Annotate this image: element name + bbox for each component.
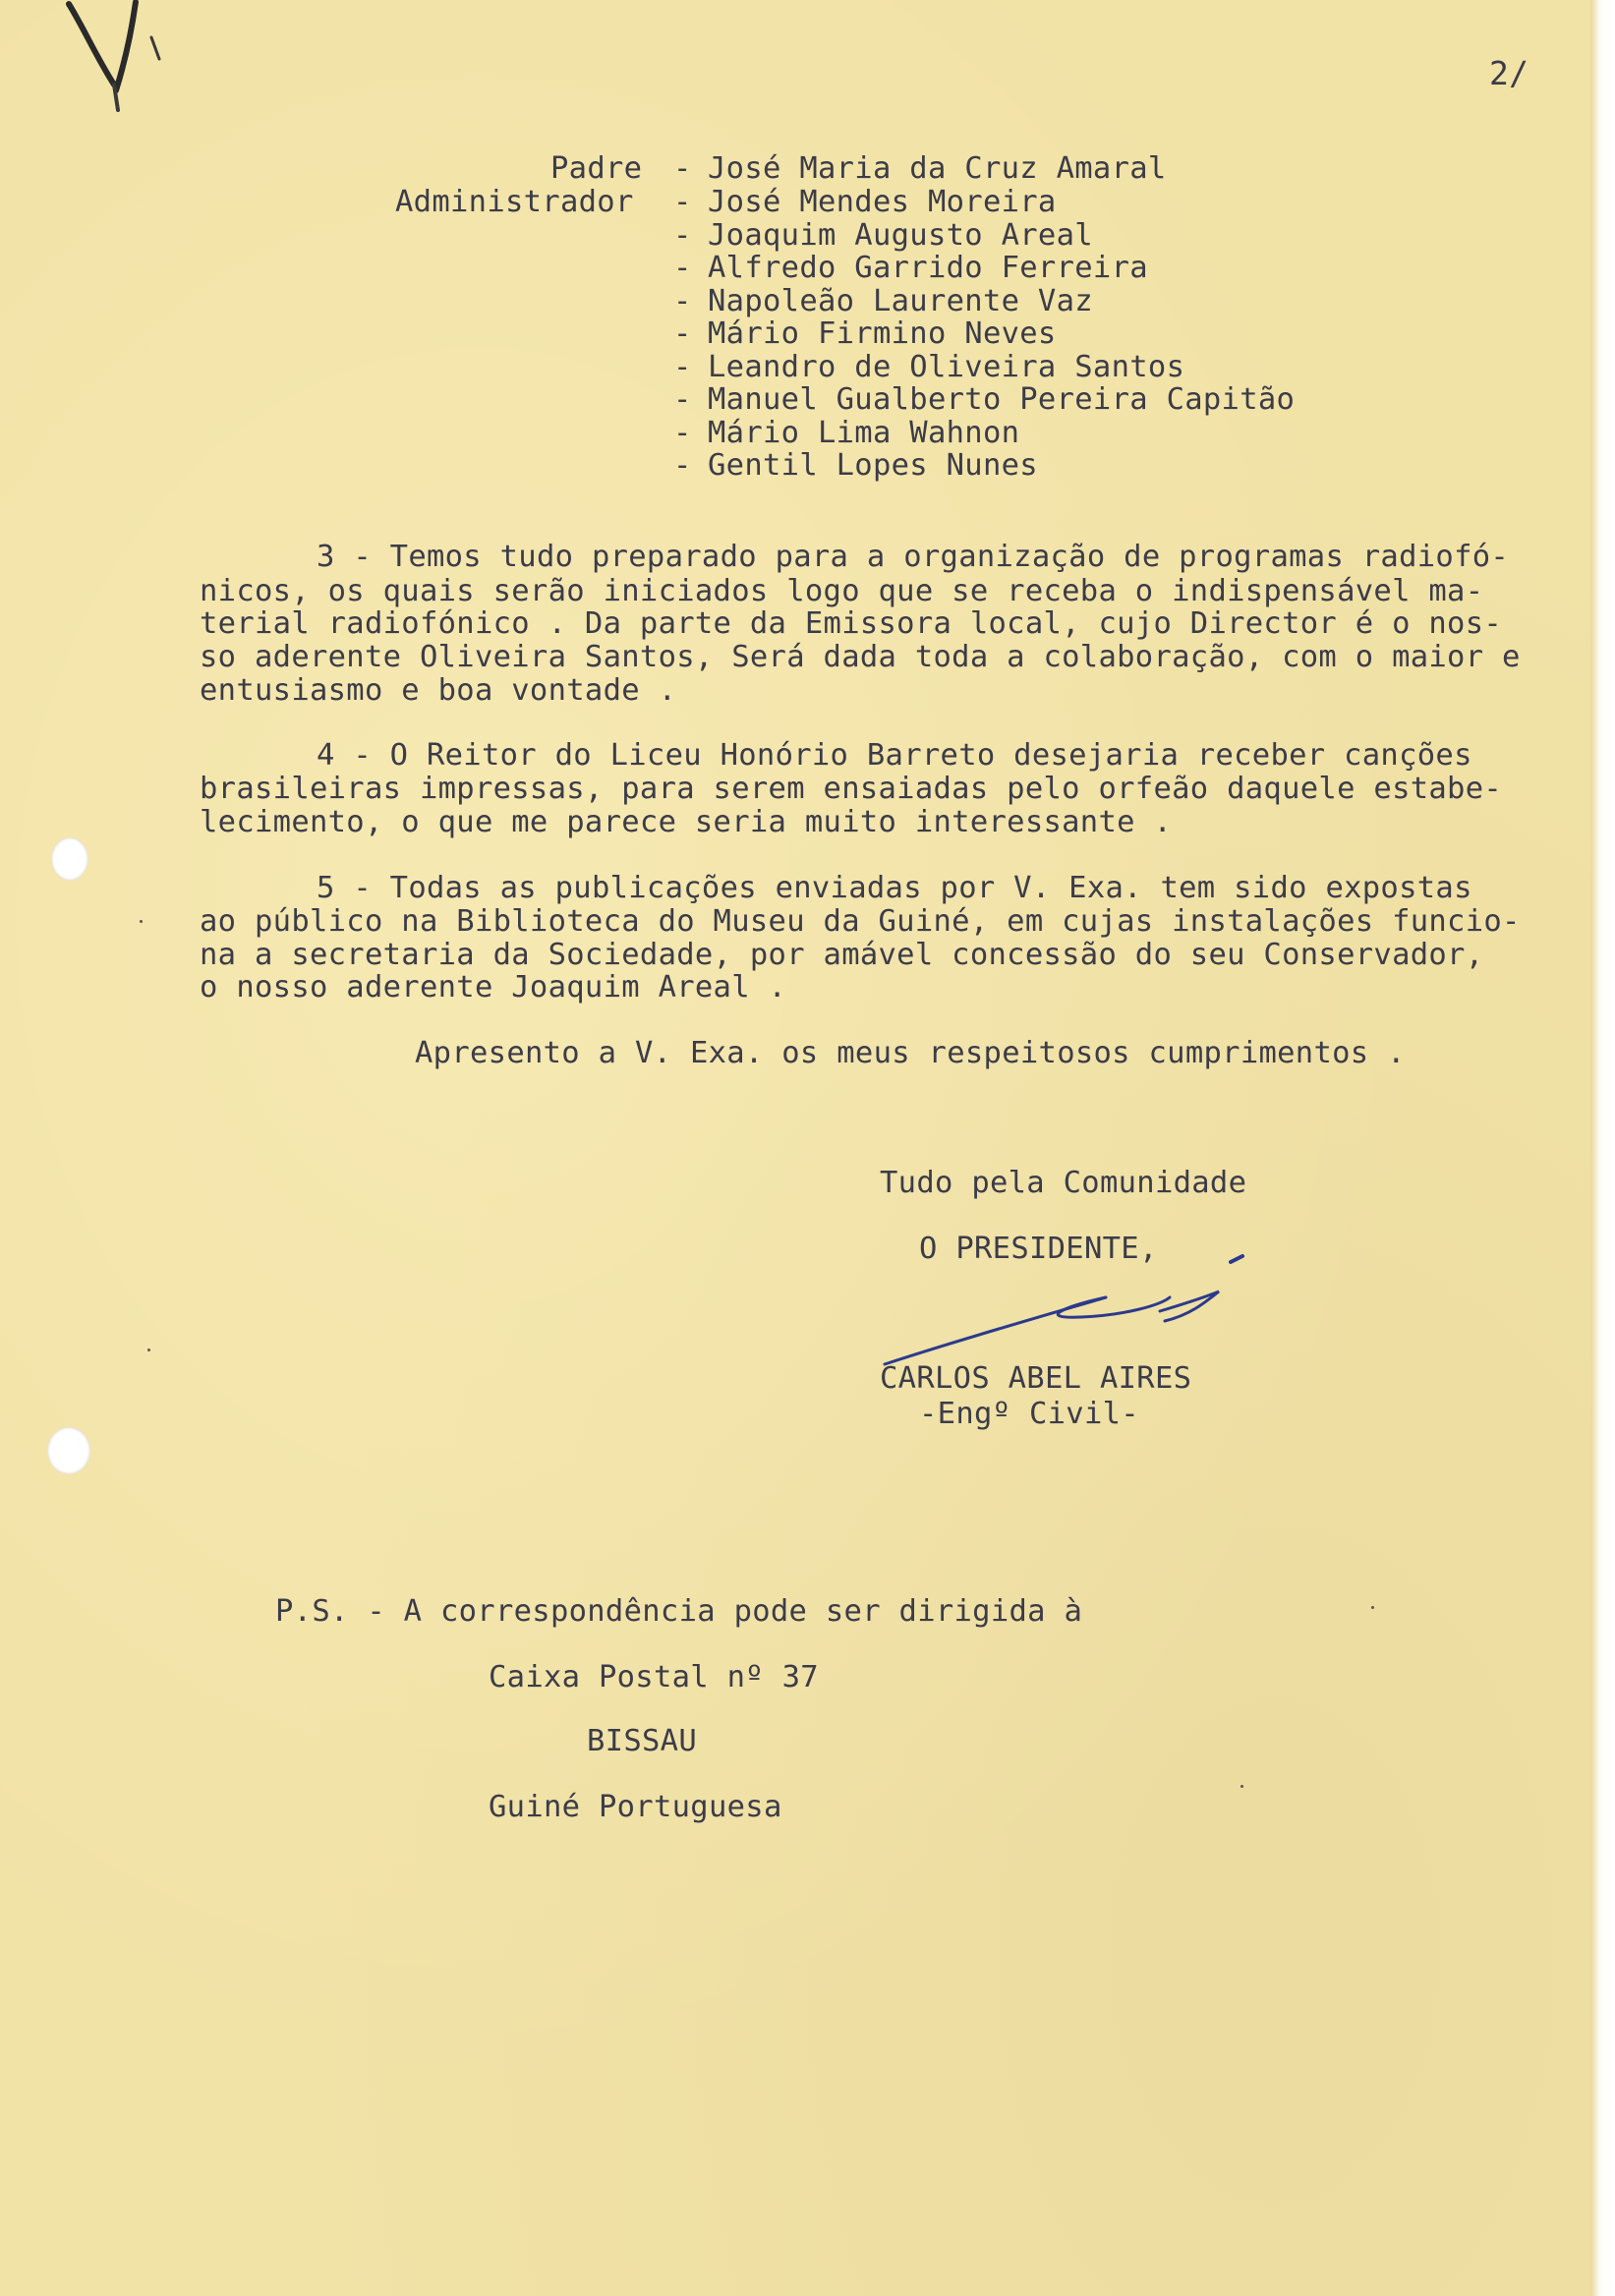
member-name: Leandro de Oliveira Santos	[708, 350, 1185, 384]
paper-speck	[140, 920, 143, 923]
punch-hole	[51, 837, 88, 881]
signer-credential: -Engº Civil-	[919, 1397, 1139, 1431]
member-dash: -	[673, 416, 692, 450]
member-name: Manuel Gualberto Pereira Capitão	[708, 382, 1296, 417]
paragraph-line: entusiasmo e boa vontade .	[200, 673, 677, 708]
corner-pencil-mark	[57, 0, 165, 128]
signer-title: O PRESIDENTE,	[919, 1232, 1158, 1266]
member-dash: -	[673, 151, 692, 186]
paragraph-line: ao público na Biblioteca do Museu da Guiné, em cujas instalações funcio-	[200, 904, 1521, 939]
postscript-line: P.S. - A correspondência pode ser dirigida à	[275, 1594, 1083, 1629]
paragraph-line: brasileiras impressas, para serem ensaiadas pelo orfeão daquele estabe-	[200, 772, 1503, 806]
paragraph-line: terial radiofónico . Da parte da Emissora local, cujo Director é o nos-	[200, 606, 1503, 641]
paragraph-line: na a secretaria da Sociedade, por amável concessão do seu Conservador,	[200, 938, 1484, 972]
member-name: Mário Firmino Neves	[708, 316, 1057, 351]
paragraph-line: so aderente Oliveira Santos, Será dada toda a colaboração, com o maior e	[200, 640, 1521, 674]
paper-speck	[1371, 1606, 1374, 1609]
member-dash: -	[673, 284, 692, 318]
member-dash: -	[673, 218, 692, 253]
member-name: José Mendes Moreira	[708, 185, 1057, 219]
member-dash: -	[673, 448, 692, 483]
paragraph-line: lecimento, o que me parece seria muito interessante .	[200, 805, 1173, 839]
motto: Tudo pela Comunidade	[880, 1166, 1247, 1200]
member-dash: -	[673, 316, 692, 351]
postscript-city: BISSAU	[587, 1724, 697, 1758]
paragraph-line: 4 - O Reitor do Liceu Honório Barreto desejaria receber canções	[317, 738, 1472, 773]
paper-speck	[1240, 1785, 1243, 1788]
member-name: Mário Lima Wahnon	[708, 416, 1020, 450]
member-name: José Maria da Cruz Amaral	[708, 151, 1167, 186]
page-number: 2/	[1489, 54, 1529, 92]
paper-speck	[147, 1349, 150, 1351]
member-name: Gentil Lopes Nunes	[708, 448, 1038, 483]
page-edge	[1590, 0, 1615, 2296]
member-dash: -	[673, 251, 692, 285]
punch-hole	[47, 1427, 90, 1474]
member-name: Joaquim Augusto Areal	[708, 218, 1093, 253]
member-role: Administrador	[395, 185, 634, 219]
member-dash: -	[673, 350, 692, 384]
member-dash: -	[673, 185, 692, 219]
closing-line: Apresento a V. Exa. os meus respeitosos cumprimentos .	[415, 1036, 1406, 1070]
member-name: Napoleão Laurente Vaz	[708, 284, 1093, 318]
paragraph-line: 3 - Temos tudo preparado para a organização de programas radiofó-	[317, 540, 1510, 574]
member-name: Alfredo Garrido Ferreira	[708, 251, 1148, 285]
signer-name: CARLOS ABEL AIRES	[880, 1361, 1192, 1396]
postscript-country: Guiné Portuguesa	[489, 1790, 782, 1824]
member-role: Padre	[550, 151, 643, 186]
paragraph-line: o nosso aderente Joaquim Areal .	[200, 970, 787, 1004]
member-dash: -	[673, 382, 692, 417]
postscript-box: Caixa Postal nº 37	[489, 1660, 819, 1694]
paragraph-line: 5 - Todas as publicações enviadas por V. Exa. tem sido expostas	[317, 871, 1472, 905]
paragraph-line: nicos, os quais serão iniciados logo que se receba o indispensável ma-	[200, 574, 1484, 608]
